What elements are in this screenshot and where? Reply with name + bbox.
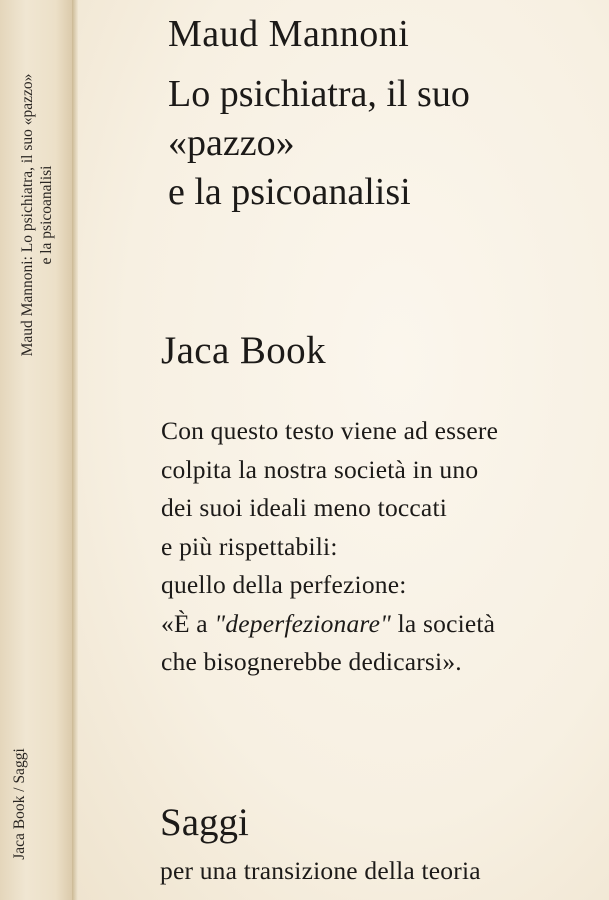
blurb-line-4: e più rispettabili: bbox=[161, 531, 338, 561]
blurb-line-5: quello della perfezione: bbox=[161, 570, 407, 599]
blurb-line-last: che bisognerebbe dedicarsi». bbox=[161, 647, 462, 676]
author-name: Maud Mannoni bbox=[168, 13, 410, 55]
quote-before: «È a bbox=[161, 608, 215, 638]
book-title bbox=[168, 70, 470, 217]
publisher-name: Jaca Book bbox=[161, 329, 326, 372]
series-name: Saggi bbox=[160, 801, 249, 844]
spine-title-line-1: Maud Mannoni: Lo psichiatra, il suo «pazzo» bbox=[19, 73, 36, 357]
spine-title-line-2: e la psicoanalisi bbox=[38, 165, 55, 265]
quote-after: la società bbox=[391, 608, 496, 638]
spine-publisher-series: Jaca Book / Saggi bbox=[11, 748, 28, 860]
quote-italic: "deperfezionare" bbox=[214, 608, 392, 638]
cover-blurb bbox=[161, 412, 498, 682]
blurb-line-2: colpita la nostra società in uno bbox=[161, 454, 479, 484]
spine-title bbox=[18, 74, 56, 357]
blurb-quote-line bbox=[161, 605, 498, 644]
title-line-1: Lo psichiatra, il suo bbox=[168, 73, 470, 115]
title-line-3: e la psicoanalisi bbox=[168, 171, 411, 213]
blurb-line-3: dei suoi ideali meno toccati bbox=[161, 493, 448, 522]
blurb-line-1: Con questo testo viene ad essere bbox=[161, 416, 499, 445]
series-subtitle: per una transizione della teoria bbox=[160, 856, 481, 885]
title-line-2: «pazzo» bbox=[168, 122, 295, 164]
